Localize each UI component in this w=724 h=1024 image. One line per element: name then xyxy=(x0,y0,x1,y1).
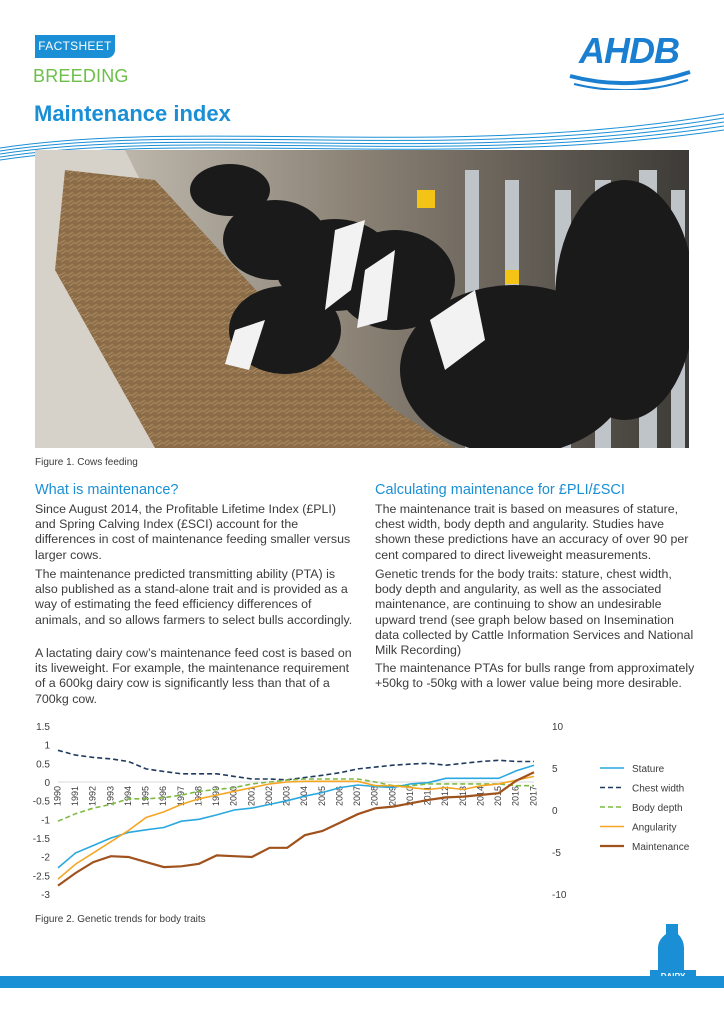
ahdb-logo xyxy=(568,30,694,90)
x-tick-label: 1992 xyxy=(87,786,98,807)
y-left-tick-label: -2.5 xyxy=(32,871,50,883)
genetic-trends-chart xyxy=(0,712,724,912)
legend-label: Stature xyxy=(632,764,665,775)
y-right-tick-label: 5 xyxy=(552,764,558,775)
category-label: BREEDING xyxy=(33,66,129,86)
x-tick-label: 1994 xyxy=(122,786,133,807)
y-right-tick-label: -5 xyxy=(552,848,561,859)
y-right-tick-label: 0 xyxy=(552,806,558,817)
y-left-tick-label: 0.5 xyxy=(36,759,50,771)
right-paragraph-2: Genetic trends for the body traits: stature, chest width, body depth and angularity, as well as the associated maintenance, are continuing to show an undesirable upward trend (see graph below based on Insemination data collected by Cattle Information Services and National Milk Recording) xyxy=(375,567,694,658)
x-tick-label: 1991 xyxy=(70,786,81,807)
legend-label: Maintenance xyxy=(632,842,690,853)
series-line-stature xyxy=(58,765,534,868)
x-tick-label: 2014 xyxy=(475,786,486,807)
x-tick-label: 2009 xyxy=(387,786,398,807)
x-tick-label: 1996 xyxy=(158,786,169,807)
y-right-tick-label: -10 xyxy=(552,890,567,901)
x-tick-label: 1990 xyxy=(52,786,63,807)
y-left-tick-label: -0.5 xyxy=(32,796,50,808)
y-left-tick-label: -1.5 xyxy=(32,834,50,845)
x-tick-label: 2015 xyxy=(493,786,504,807)
y-left-tick-label: -1 xyxy=(41,815,50,827)
figure1-caption: Figure 1. Cows feeding xyxy=(35,457,138,468)
y-left-tick-label: 1 xyxy=(44,740,50,752)
series-line-chest-width xyxy=(58,750,534,780)
x-tick-label: 1999 xyxy=(211,786,222,807)
y-left-tick-label: 1.5 xyxy=(36,722,50,733)
page-title: Maintenance index xyxy=(34,101,231,126)
x-tick-label: 1995 xyxy=(140,786,151,807)
footer-bar xyxy=(0,976,724,988)
x-tick-label: 2004 xyxy=(299,786,310,807)
x-tick-label: 2013 xyxy=(457,786,468,807)
left-paragraph-1: Since August 2014, the Profitable Lifetime Index (£PLI) and Spring Calving Index (£SCI) account for the differences in cost of maintenance feeding smaller versus larger cows. xyxy=(35,502,351,562)
y-right-tick-label: 10 xyxy=(552,722,564,733)
right-paragraph-3: The maintenance PTAs for bulls range from approximately +50kg to -50kg with a lower value being more desirable. xyxy=(375,661,695,691)
legend-label: Angularity xyxy=(632,822,677,834)
legend-label: Body depth xyxy=(632,803,683,814)
logo-swoosh-icon xyxy=(568,30,694,90)
x-tick-label: 2006 xyxy=(334,786,345,807)
figure2-caption: Figure 2. Genetic trends for body traits xyxy=(35,914,206,925)
x-tick-label: 2000 xyxy=(228,786,239,807)
x-tick-label: 2007 xyxy=(352,786,363,807)
x-tick-label: 2016 xyxy=(510,786,521,807)
y-left-tick-label: -3 xyxy=(41,890,50,901)
x-tick-label: 2005 xyxy=(316,786,327,807)
left-paragraph-2: The maintenance predicted transmitting ability (PTA) is also published as a stand-alone trait and is provided as a way of estimating the feed efficiency differences of animals, and so allows farmers to select bulls accordingly. xyxy=(35,567,353,627)
factsheet-tag: FACTSHEET xyxy=(35,35,115,58)
x-tick-label: 2003 xyxy=(281,786,292,807)
legend-label: Chest width xyxy=(632,783,685,795)
x-tick-label: 2008 xyxy=(369,786,380,807)
x-tick-label: 1998 xyxy=(193,786,204,807)
right-paragraph-1: The maintenance trait is based on measures of stature, chest width, body depth and angularity. Studies have shown these predictions have an accuracy of over 90 per cent compared to direct liveweight measurements. xyxy=(375,502,689,562)
x-tick-label: 1993 xyxy=(105,786,116,807)
x-tick-label: 2010 xyxy=(404,786,415,807)
x-tick-label: 2011 xyxy=(422,786,433,806)
y-left-tick-label: 0 xyxy=(44,778,50,789)
x-tick-label: 1997 xyxy=(175,786,186,807)
y-left-tick-label: -2 xyxy=(41,852,50,864)
calculating-maintenance-heading: Calculating maintenance for £PLI/£SCI xyxy=(375,482,625,498)
x-tick-label: 2001 xyxy=(246,786,257,807)
cows-feeding-photo xyxy=(35,150,689,448)
x-tick-label: 2002 xyxy=(263,786,274,807)
logo-text: AHDB xyxy=(579,30,679,71)
left-paragraph-3: A lactating dairy cow’s maintenance feed cost is based on its liveweight. For example, the maintenance requirement of a 600kg dairy cow is significantly less than that of a 700kg cow. xyxy=(35,646,352,706)
what-is-maintenance-heading: What is maintenance? xyxy=(35,482,179,498)
x-tick-label: 2017 xyxy=(528,786,539,807)
x-tick-label: 2012 xyxy=(440,786,451,807)
